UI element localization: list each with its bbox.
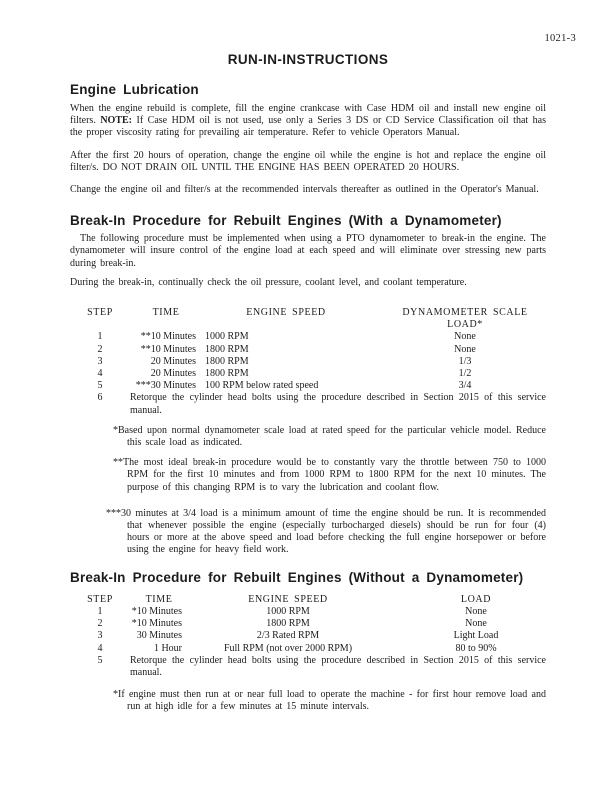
document-title: RUN-IN-INSTRUCTIONS	[227, 52, 389, 67]
cell-time: 1 Hour	[153, 642, 182, 654]
cell-step: 1	[97, 331, 103, 343]
footnote-full-load	[70, 689, 546, 713]
cell-time: *10 Minutes	[131, 605, 182, 617]
cell-retorque-note: Retorque the cylinder head bolts using the procedure described in Section 2015 of this service manual.	[130, 392, 546, 416]
cell-engine-speed: 1800 RPM	[205, 355, 249, 367]
footnote-marker: **	[113, 457, 123, 469]
cell-load: 1/2	[458, 368, 472, 380]
cell-step: 5	[97, 654, 103, 666]
table-header-row	[70, 594, 546, 606]
table-note-row	[70, 392, 546, 416]
cell-engine-speed: Full RPM (not over 2000 RPM)	[223, 642, 353, 654]
heading-without-dynamometer: Break-In Procedure for Rebuilt Engines (Without a Dynamometer)	[70, 569, 524, 585]
cell-step: 4	[97, 642, 103, 654]
cell-step: 2	[97, 618, 103, 630]
header-step: STEP	[87, 593, 113, 605]
cell-load: None	[454, 331, 476, 343]
header-load: LOAD	[460, 593, 492, 605]
table-row	[70, 368, 546, 380]
header-step: STEP	[87, 307, 113, 319]
footnote-minimum-time	[70, 508, 546, 557]
cell-engine-speed: 1000 RPM	[205, 331, 249, 343]
cell-engine-speed: 1800 RPM	[205, 343, 249, 355]
cell-load: 80 to 90%	[455, 642, 497, 654]
cell-engine-speed: 100 RPM below rated speed	[205, 380, 319, 392]
table-row	[70, 356, 546, 368]
cell-time: ***30 Minutes	[135, 380, 196, 392]
cell-time: 20 Minutes	[150, 355, 196, 367]
header-engine-speed: ENGINE SPEED	[248, 593, 328, 605]
header-time: TIME	[152, 307, 180, 319]
cell-step: 6	[97, 392, 103, 404]
page-content	[70, 0, 546, 714]
table-row	[70, 643, 546, 655]
footnote-text: 30 minutes at 3/4 load is a minimum amount of time the engine should be run. It is recommended that whenever possible the engine (especially turbocharged diesels) should be run for four (4) hours or more at the above speed and load before checking the full engine horsepower or before using the engine for heavy field work.	[121, 507, 546, 556]
page-number: 1021-3	[544, 33, 576, 44]
cell-load: Light Load	[453, 630, 499, 642]
table-header-row	[70, 307, 546, 331]
cell-step: 5	[97, 380, 103, 392]
paragraph-pto-dynamometer: The following procedure must be implemented when using a PTO dynamometer to break-in the engine. The dynamometer will insure control of the engine load at each speed and will eliminate over stressing new parts during break-in.	[70, 233, 546, 269]
cell-step: 3	[97, 355, 103, 367]
paragraph-oil-change-intervals: Change the engine oil and filter/s at the recommended intervals thereafter as outlined in the Operator's Manual.	[70, 184, 539, 196]
dynamometer-breakin-table	[70, 307, 546, 417]
cell-time: **10 Minutes	[140, 331, 196, 343]
paragraph-first-oil-change: After the first 20 hours of operation, change the engine oil while the engine is hot and replace the engine oil filter/s. DO NOT DRAIN OIL UNTIL THE ENGINE HAS BEEN OPERATED 20 HOURS.	[70, 149, 546, 173]
cell-time: 20 Minutes	[150, 368, 196, 380]
note-label: NOTE:	[100, 115, 132, 127]
cell-load: None	[454, 343, 476, 355]
paragraph-engine-oil-fill	[70, 103, 546, 140]
cell-engine-speed: 1000 RPM	[266, 605, 310, 617]
footnote-marker: ***	[106, 507, 121, 519]
footnote-marker: *	[113, 424, 118, 436]
footnote-vary-throttle	[70, 457, 546, 494]
cell-engine-speed: 2/3 Rated RPM	[256, 630, 320, 642]
footnote-text: The most ideal break-in procedure would be to constantly vary the throttle between 750 to 1000 RPM for the first 10 minutes and from 1000 RPM to 1800 RPM for the next 10 minutes. The purpose of this changing RPM is to vary the lubrication and coolant flow.	[123, 457, 546, 493]
no-dynamometer-breakin-table	[70, 594, 546, 679]
cell-time: *10 Minutes	[131, 618, 182, 630]
cell-retorque-note: Retorque the cylinder head bolts using the procedure described in Section 2015 of this service manual.	[130, 654, 546, 678]
header-dynamometer-scale-load: DYNAMOMETER SCALE LOAD*	[402, 307, 528, 331]
footnote-text: If engine must then run at or near full load to operate the machine - for first hour remove load and run at high idle for a few minutes at 15 minute intervals.	[118, 689, 546, 713]
cell-step: 3	[97, 630, 103, 642]
table-row	[70, 380, 546, 392]
heading-with-dynamometer: Break-In Procedure for Rebuilt Engines (With a Dynamometer)	[70, 213, 502, 229]
footnote-scale-load	[70, 425, 546, 449]
cell-time: 30 Minutes	[136, 630, 182, 642]
cell-engine-speed: 1800 RPM	[205, 368, 249, 380]
cell-load: None	[465, 605, 487, 617]
table-row	[70, 606, 546, 618]
cell-step: 1	[97, 605, 103, 617]
header-time: TIME	[145, 593, 173, 605]
cell-step: 2	[97, 343, 103, 355]
footnote-marker: *	[113, 689, 118, 701]
table-row	[70, 331, 546, 343]
table-row	[70, 344, 546, 356]
paragraph-text: When the engine rebuild is complete, fill the engine crankcase with Case HDM oil and install new engine oil filters.	[70, 103, 546, 127]
paragraph-during-breakin: During the break-in, continually check the oil pressure, coolant level, and coolant temperature.	[70, 276, 467, 288]
table-note-row	[70, 655, 546, 679]
cell-engine-speed: 1800 RPM	[266, 618, 310, 630]
cell-time: **10 Minutes	[140, 343, 196, 355]
cell-load: 3/4	[458, 380, 472, 392]
cell-step: 4	[97, 368, 103, 380]
table-row	[70, 618, 546, 630]
cell-load: 1/3	[458, 355, 472, 367]
header-engine-speed: ENGINE SPEED	[246, 307, 326, 319]
footnote-text: Based upon normal dynamometer scale load at rated speed for the particular vehicle model. Reduce this scale load as indicated.	[118, 424, 546, 449]
cell-load: None	[465, 618, 487, 630]
heading-engine-lubrication: Engine Lubrication	[70, 82, 199, 97]
table-row	[70, 630, 546, 642]
paragraph-text: If Case HDM oil is not used, use only a Series 3 DS or CD Service Classification oil that has the proper viscosity rating for prevailing air temperature. Refer to vehicle Operators Manual.	[70, 115, 546, 139]
